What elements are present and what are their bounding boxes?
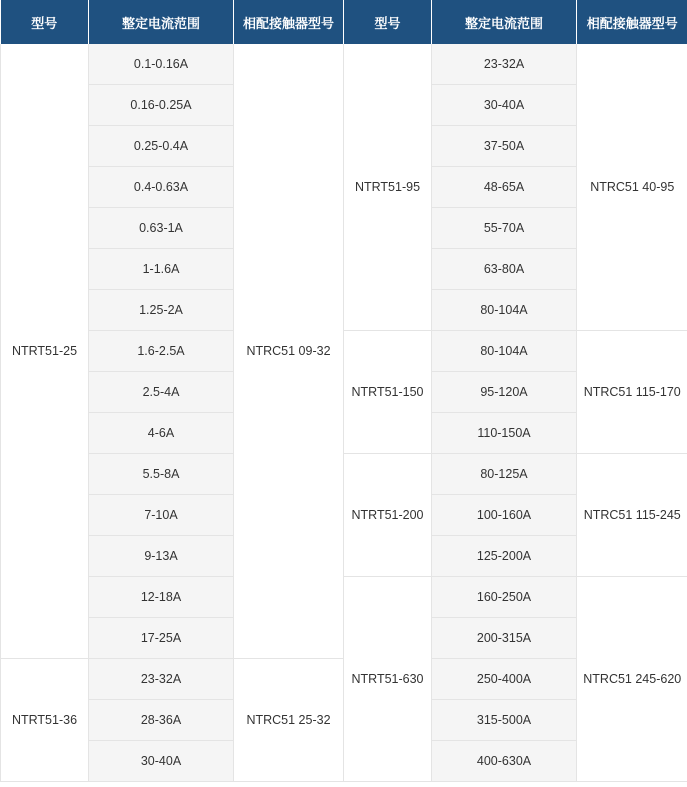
cell-current-range-right: 250-400A [432, 659, 577, 700]
cell-current-range-right: 160-250A [432, 577, 577, 618]
cell-current-range-left: 17-25A [89, 618, 234, 659]
cell-current-range-left: 30-40A [89, 741, 234, 782]
header-row [1, 0, 687, 44]
cell-current-range-left: 1-1.6A [89, 249, 234, 290]
cell-current-range-right: 48-65A [432, 167, 577, 208]
cell-model-left: NTRT51-25 [1, 44, 89, 659]
cell-model-right: NTRT51-630 [344, 577, 432, 782]
header-current-range-left: 整定电流范围 [89, 0, 234, 44]
cell-current-range-right: 63-80A [432, 249, 577, 290]
cell-current-range-right: 30-40A [432, 85, 577, 126]
cell-current-range-right: 400-630A [432, 741, 577, 782]
cell-contactor-right: NTRC51 245-620 [577, 577, 687, 782]
cell-current-range-right: 95-120A [432, 372, 577, 413]
cell-model-right: NTRT51-200 [344, 454, 432, 577]
cell-current-range-left: 12-18A [89, 577, 234, 618]
cell-contactor-left: NTRC51 25-32 [234, 659, 344, 782]
cell-current-range-left: 0.4-0.63A [89, 167, 234, 208]
cell-current-range-right: 23-32A [432, 44, 577, 85]
cell-model-right: NTRT51-95 [344, 44, 432, 331]
cell-model-left: NTRT51-36 [1, 659, 89, 782]
cell-current-range-left: 28-36A [89, 700, 234, 741]
header-contactor-right: 相配接触器型号 [577, 0, 687, 44]
cell-current-range-right: 55-70A [432, 208, 577, 249]
cell-contactor-right: NTRC51 40-95 [577, 44, 687, 331]
cell-current-range-right: 110-150A [432, 413, 577, 454]
table-header [1, 0, 687, 44]
cell-current-range-right: 80-125A [432, 454, 577, 495]
cell-current-range-left: 0.25-0.4A [89, 126, 234, 167]
cell-current-range-left: 0.16-0.25A [89, 85, 234, 126]
cell-current-range-right: 125-200A [432, 536, 577, 577]
cell-current-range-right: 80-104A [432, 331, 577, 372]
table-row [1, 331, 687, 372]
cell-current-range-left: 1.25-2A [89, 290, 234, 331]
cell-model-right: NTRT51-150 [344, 331, 432, 454]
table-row [1, 44, 687, 85]
cell-current-range-left: 9-13A [89, 536, 234, 577]
table-row [1, 577, 687, 618]
header-contactor-left: 相配接触器型号 [234, 0, 344, 44]
cell-current-range-left: 7-10A [89, 495, 234, 536]
cell-current-range-left: 5.5-8A [89, 454, 234, 495]
header-model-left: 型号 [1, 0, 89, 44]
cell-contactor-right: NTRC51 115-245 [577, 454, 687, 577]
cell-current-range-right: 37-50A [432, 126, 577, 167]
table-row [1, 454, 687, 495]
cell-contactor-right: NTRC51 115-170 [577, 331, 687, 454]
header-model-right: 型号 [344, 0, 432, 44]
table-body [1, 44, 687, 782]
cell-current-range-left: 0.63-1A [89, 208, 234, 249]
cell-current-range-right: 200-315A [432, 618, 577, 659]
cell-current-range-left: 2.5-4A [89, 372, 234, 413]
cell-current-range-left: 4-6A [89, 413, 234, 454]
header-current-range-right: 整定电流范围 [432, 0, 577, 44]
cell-current-range-right: 315-500A [432, 700, 577, 741]
cell-contactor-left: NTRC51 09-32 [234, 44, 344, 659]
cell-current-range-left: 0.1-0.16A [89, 44, 234, 85]
cell-current-range-right: 80-104A [432, 290, 577, 331]
cell-current-range-left: 1.6-2.5A [89, 331, 234, 372]
cell-current-range-left: 23-32A [89, 659, 234, 700]
cell-current-range-right: 100-160A [432, 495, 577, 536]
